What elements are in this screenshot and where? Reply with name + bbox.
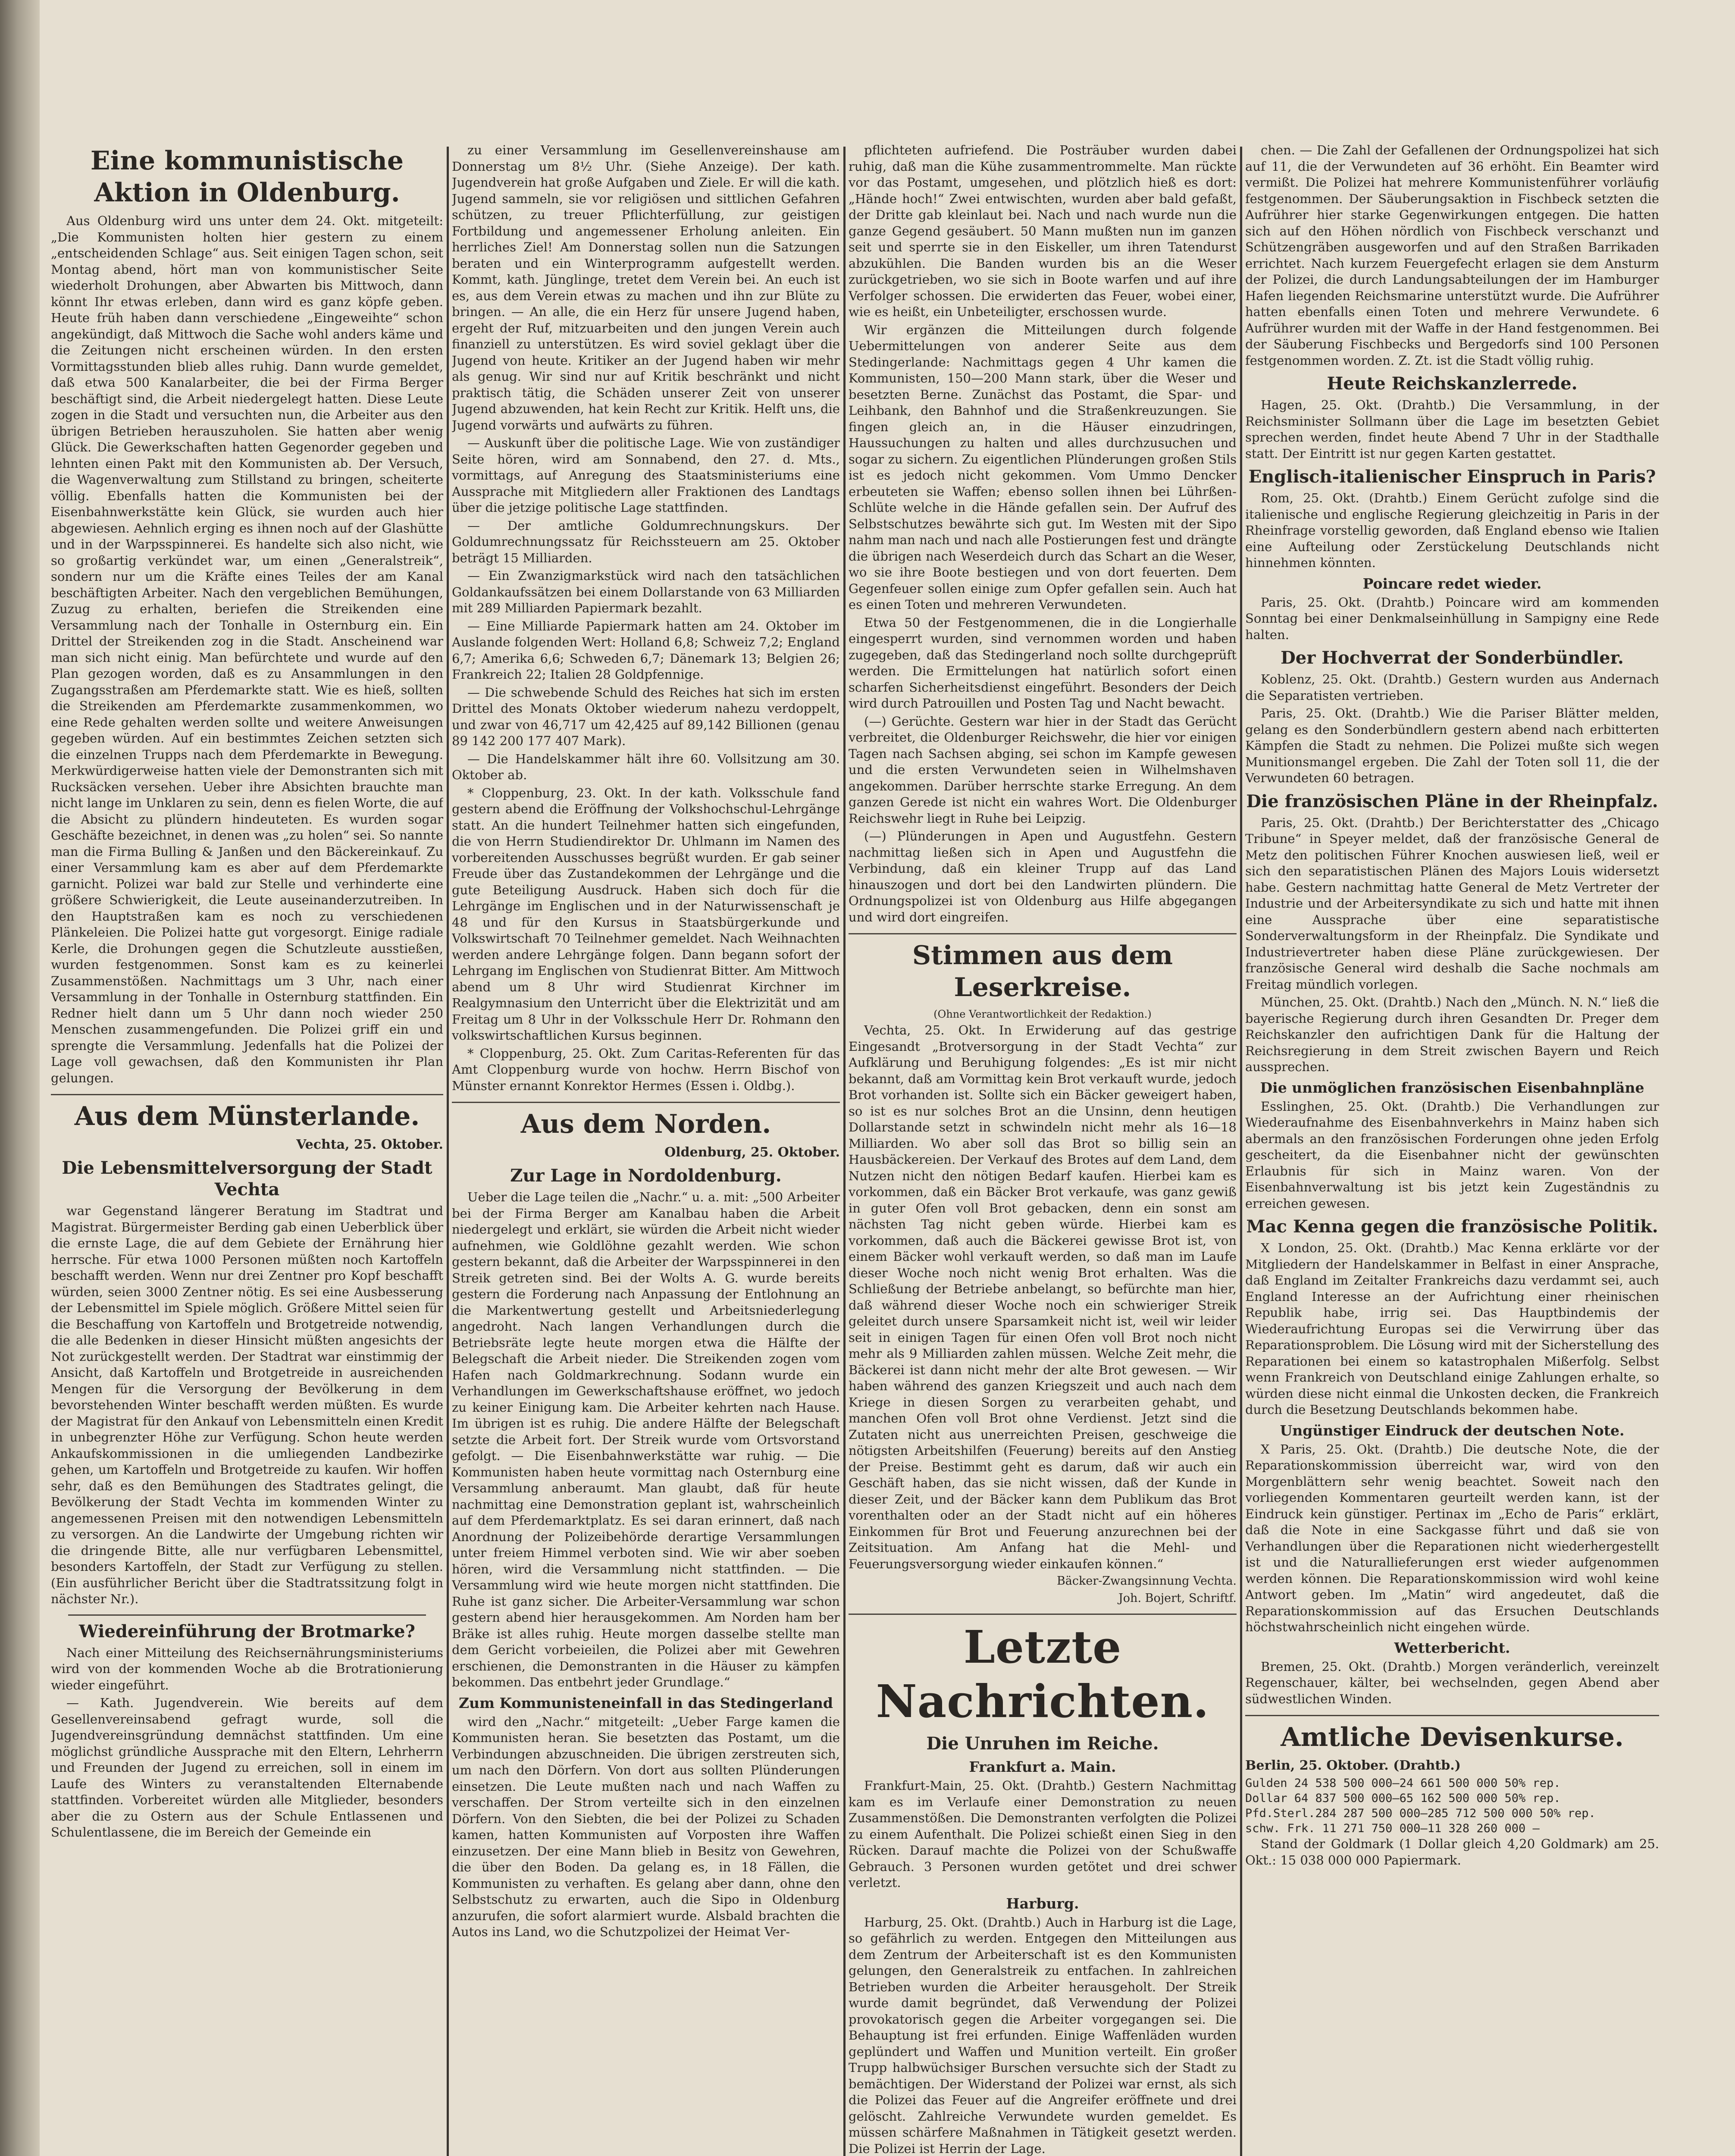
separator bbox=[1245, 1715, 1659, 1716]
headline-poincare: Poincare redet wieder. bbox=[1362, 575, 1542, 592]
article-london-text: X London, 25. Okt. (Drahtb.) Mac Kenna erklärte vor der Mitgliedern der Handelskammer in Belfast in einer Ansprache, daß England im Zeitalter Frankreichs dazu verdammt sei, auch England Interesse an der Aufrichtung einer rheinischen Republik habe, irrig sei. Das Hauptbindemis der Wiederaufrichtung Europas sei die Verwirrung über das Reparationsproblem. Die Lösung wird mit der Sicherstellung des Reparationen bei einem so katastrophalen Mißerfolg. Selbst wenn Frankreich von Deutschland einige Zahlungen erhalte, so würden diese nicht einmal die Unkosten decken, die Frankreich durch die Besetzung Deutschlands bekommen habe. bbox=[1245, 1241, 1659, 1417]
kurs-row: schw. Frk. 11 271 750 000—11 328 260 000 — bbox=[1245, 1822, 1540, 1835]
article-kommunisteneinfall-text: wird den „Nachr.“ mitgeteilt: „Ueber Farge kamen die Kommunisten heran. Sie besetzten das Postamt, um die Verbindungen abzuschneiden. Die übrigen zerstreuten sich, um nach den Dörfern. Von dort aus sollten Plünderungen einsetzen. Die Leute mußten nach und nach Waffen zu verschaffen. Der Strom verteilte sich in den einzelnen Dörfern. Von den Siebten, die bei der Polizei zu Schaden kamen, hatten Kommunisten auf Vorposten ihre Waffen einzusetzen. Der eine Mann blieb in Besitz von Gewehren, die über den Boden. Da gelang es, in 18 Fällen, die Kommunisten zu verhaften. Es gelang aber dann, ohne den Selbstschutz zu erwarten, auch die Sipo in Oldenburg anzurufen, die sofort alarmiert wurde. Alsbald brachten die Autos ins Land, wo die Schutzpolizei der Heimat Ver- bbox=[452, 1714, 840, 1939]
article-lage-nordoldenburg-text: Ueber die Lage teilen die „Nachr.“ u. a. mit: „500 Arbeiter bei der Firma Berger am Kanalbau haben die Arbeit niedergelegt und erklärt, sie würden die Arbeit nicht wieder aufnehmen, wie Goldlöhne gezahlt werden. Wie schon gestern bekannt, daß die Arbeiter der Warpsspinnerei in den Streik getreten sind. Bei der Wolts A. G. wurde bereits gestern die Forderung nach Anpassung der Entlohnung an die Markentwertung gestellt und Arbeitsniederlegung angedroht. Nach langen Verhandlungen durch die Betriebsräte legte heute morgen etwa die Hälfte der Belegschaft die Arbeit nieder. Die Streikenden zogen vom Hafen nach Goldmarkrechnung. Sodann wurde ein Verhandlungen im Gewerkschaftshause eröffnet, wo jedoch zu keiner Einigung kam. Die Arbeiter kehrten nach Hause. Im übrigen ist es ruhig. Die andere Hälfte der Belegschaft setzte die Arbeit fort. Der Streik wurde vom Ortsvorstand gefolgt. — Die Eisenbahnwerkstätte war ruhig. — Die Kommunisten haben heute vormittag nach Osternburg eine Versammlung anberaumt. Man glaubt, daß für heute nachmittag eine Demonstration geplant ist, wahrscheinlich auf dem Pferdemarktplatz. Es sei daran erinnert, daß nach Anordnung der Polizeibehörde derartige Versammlungen unter freiem Himmel verboten sind. Wie wir aber soeben hören, wird die Versammlung nicht stattfinden. — Die Versammlung wird wie heute morgen nicht stattfinden. Die Ruhe ist ganz sicher. Die Arbeiter-Versammlung war schon gestern abend hier herausgekommen. Am Norden ham ber Bräke ist alles ruhig. Heute morgen dasselbe stellte man dem Gericht vorbeieilen, die Polizei aber mit Gewehren erschienen, die Demonstranten in die Häuser zu kämpfen bekommen. Das entbehrt jeder Grundlage.“ bbox=[452, 1190, 840, 1689]
article-hamburg-continued: chen. — Die Zahl der Gefallenen der Ordnungspolizei hat sich auf 11, die der Verwundeten auf 36 erhöht. Ein Beamter wird vermißt. Die Polizei hat mehrere Kommunistenführer vorläufig festgenommen. Der Säuberungsaktion in Fischbeck setzten die Aufrührer hier starke Gegenwirkungen entgegen. Die hatten sich auf den Höhen nördlich von Fischbeck verschanzt und Schützengräben ausgeworfen und auf den Straßen Barrikaden errichtet. Nach kurzem Feuergefecht erlagen sie dem Ansturm der Polizei, die durch Landungsabteilungen der im Hamburger Hafen liegenden Reichsmarine unterstützt wurde. Die Aufrührer hatten ebenfalls einen Toten und mehrere Verwundete. 6 Aufrührer wurden mit der Waffe in der Hand festgenommen. Bei der Säuberung Fischbecks und Bergedorfs sind 100 Personen festgenommen worden. Z. Zt. ist die Stadt völlig ruhig. bbox=[1245, 143, 1659, 368]
letter-brotversorgung: Vechta, 25. Okt. In Erwiderung auf das gestrige Eingesandt „Brotversorgung in der Stadt Vechta“ zur Aufklärung und Beruhigung folgendes: „Es ist mir nicht bekannt, daß am Vormittag kein Brot verkauft wurde, jedoch Brot vorhanden ist. Sollte sich ein Bäcker geweigert haben, so ist es nur solches Brot an die Unsinn, denn heutigen Dollarstande setzt in schwindeln nicht mehr als 16—18 Milliarden. Wo aber soll das Brot so billig sein an Hausbäckereien. Der Verkauf des Brotes auf dem Land, dem Nutzen nicht den nötigen Bedarf kaufen. Hierbei kam es vorkommen, daß ein Bäcker Brot verkaufe, was ganz gewiß in guter Ofen voll Brot gebacken, denn ein sonst am nächsten Tag nicht geben würde. Hierbei kam es vorkommen, daß auch die Bäckerei gewisse Brot ist, von einem Bäcker wohl verkauft werden, so daß man im Laufe dieser Woche noch nicht wenig Brot erhalten. Was die Schließung der Betriebe anbelangt, so befürchte man hier, daß während dieser Woche noch ein schwieriger Streik geleitet durch unsere Sparsamkeit nicht ist, weil wir leider seit in einigen Tagen für einen Ofen voll Brot noch nicht mehr als 9 Milliarden zahlen müssen. Welche Zeit mehr, die Bäckerei ist dann nicht mehr der alte Brot gewesen. — Wir haben während des ganzen Kriegszeit und auch nach dem Kriege in diesen Sorgen zu verarbeiten gehabt, und manchen Ofen voll Brot ohne Verdienst. Jetzt sind die Zutaten nicht aus unerreichten Preisen, geschweige die nötigsten Arbeitshilfen (Feuerung) bereits auf den Anstieg der Preise. Bestimmt geht es darum, daß wir auch ein Geschäft haben, das sie nicht wissen, daß der Kunde in dieser Zeit, und der Bäcker kann dem Publikum das Brot vorenthalten oder an der Stadt nicht auf ein höheres Einkommen für Brot und Feuerung anzurechnen bei der Zeitsituation. Am Anfang hat die Mehl- und Feuerungsversorgung wieder einkaufen können.“ bbox=[849, 1023, 1237, 1571]
headline-lage-nordoldenburg: Zur Lage in Nordoldenburg. bbox=[510, 1166, 782, 1186]
notice-milliarde-papiermark: — Eine Milliarde Papiermark hatten am 24. Oktober im Auslande folgenden Wert: Holland 6,8; Schweiz 7,2; England 6,7; Amerika 6,6; Schweden 6,7; Dänemark 13; Belgien 26; Frankreich 22; Italien 28 Goldpfennige. bbox=[452, 618, 840, 682]
article-poincare-text: Paris, 25. Okt. (Drahtb.) Poincare wird am kommenden Sonntag bei einer Denkmalseinhüllung in Sampigny eine Rede halten. bbox=[1245, 595, 1659, 642]
headline-reichskanzlerrede: Heute Reichskanzlerrede. bbox=[1327, 373, 1578, 394]
separator bbox=[849, 933, 1237, 934]
notice-geruechte: (—) Gerüchte. Gestern war hier in der Stadt das Gerücht verbreitet, die Oldenburger Reichswehr, die hier vor einigen Tagen nach Sachsen abging, sei schon im Kampfe gewesen und die ersten Verwundeten seien in Wilhelmshaven angekommen. Darüber herrschte starke Erregung. An dem ganzen Gerede ist nicht ein wahres Wort. Die Oldenburger Reichswehr liegt in Ruhe bei Leipzig. bbox=[849, 714, 1237, 826]
signature-schriftfuehrer: Joh. Bojert, Schriftf. bbox=[1118, 1592, 1237, 1605]
disclaimer-redaktion: (Ohne Verantwortlichkeit der Redaktion.) bbox=[933, 1008, 1152, 1020]
article-koblenz-text: Koblenz, 25. Okt. (Drahtb.) Gestern wurden aus Andernach die Separatisten vertrieben. bbox=[1245, 672, 1659, 703]
goldmark-stand: Stand der Goldmark (1 Dollar gleich 4,20 Goldmark) am 25. Okt.: 15 038 000 000 Papiermark. bbox=[1245, 1836, 1659, 1868]
section-heading-letzte-nachrichten: Letzte Nachrichten. bbox=[876, 1620, 1209, 1728]
section-heading-muensterlande: Aus dem Münsterlande. bbox=[74, 1101, 420, 1131]
section-heading-norden: Aus dem Norden. bbox=[520, 1109, 771, 1139]
article-stedingerland-ergaenzung: Wir ergänzen die Mitteilungen durch folgende Uebermittelungen von anderer Seite aus dem Stedingerlande: Nachmittags gegen 4 Uhr kamen die Kommunisten, 150—200 Mann stark, über die Weser und besetzten Berne. Zunächst das Postamt, die Spar- und Leihbank, den Bahnhof und die Straßenkreuzungen. Sie fingen gleich an, in die Häuser einzudringen, Haussuchungen zu halten und alles durchzusuchen und sogar zu sichern. Zu eigentlichen Plünderungen großen Stils ist es jedoch nicht gekommen. Vom Ummo Dencker erbeuteten sie Waffen; ebenso sollen ihnen bei Lührßen-Schlüte welche in die Hände gefallen sein. Der Aufruf des Selbstschutzes bewährte sich gut. Im Westen mit der Sipo nahm man nach und nach alle Postierungen fest und drängte die übrigen nach Weserdeich durch das Schart an die Weser, wo sie ihre Boote bestiegen und von dort feuerten. Dem Gegenfeuer sollen einige zum Opfer gefallen sein. Auch hat es einen Toten und mehreren Verwundeten. bbox=[849, 322, 1237, 612]
column-rule-3 bbox=[1240, 147, 1242, 2156]
kurs-row: Dollar 64 837 500 000—65 162 500 000 50% rep. bbox=[1245, 1792, 1561, 1805]
dateline-oldenburg: Oldenburg, 25. Oktober. bbox=[664, 1145, 840, 1160]
column-1 bbox=[51, 142, 443, 2156]
subheading-harburg: Harburg. bbox=[1006, 1895, 1079, 1912]
article-paris-andernach-text: Paris, 25. Okt. (Drahtb.) Wie die Pariser Blätter melden, gelang es den Sonderbündlern gestern abend nach erbitterten Kämpfen die Stadt zu nehmen. Die Polizei mußte sich wegen Munitionsmangel ergeben. Die Zahl der Toten soll 11, die der Verwundeten 60 betragen. bbox=[1245, 706, 1659, 785]
headline-ungunstiger-eindruck: Ungünstiger Eindruck der deutschen Note. bbox=[1280, 1422, 1625, 1439]
headline-devisenkurse: Amtliche Devisenkurse. bbox=[1281, 1722, 1624, 1752]
separator bbox=[849, 1614, 1237, 1615]
article-lebensmittel-text: war Gegenstand längerer Beratung im Stadtrat und Magistrat. Bürgermeister Berding gab einen Ueberblick über die ernste Lage, die auf dem Gebiete der Ernährung hier herrsche. Für etwa 1000 Personen müßten noch Kartoffeln beschafft werden. Wenn nur drei Zentner pro Kopf beschafft würden, seien 3000 Zentner nötig. Es sei eine Ausbesserung der Lebensmittel im Spiele möglich. Größere Mittel seien für die Beschaffung von Kartoffeln und Brotgetreide notwendig, die alle Bedenken in dieser Hinsicht müßten angesichts der Not zurückgestellt werden. Der Stadtrat war einstimmig der Ansicht, daß Kartoffeln und Brotgetreide in ausreichenden Mengen für die Versorgung der Bevölkerung in dem bevorstehenden Winter beschafft werden müßten. Es wurde der Magistrat für den Ankauf von Lebensmitteln einen Kredit in unbegrenzter Höhe zur Verfügung. Schon heute werden Ankaufskommissionen in die umliegenden Landbezirke gehen, um Kartoffeln und Brotgetreide zu kaufen. Wir hoffen sehr, daß es den Bemühungen des Stadtrates gelingt, die Bevölkerung der Stadt Vechta im kommenden Winter zu angemessenen Preisen mit den notwendigen Lebensmitteln zu versorgen. An die Landwirte der Umgebung richten wir die dringende Bitte, alle nur verfügbaren Lebensmittel, besonders Kartoffeln, der Stadt zur Verfügung zu stellen. (Ein ausführlicher Bericht über die Stadtratssitzung folgt in nächster Nr.). bbox=[51, 1203, 443, 1606]
article-oldenburg-text: Aus Oldenburg wird uns unter dem 24. Okt. mitgeteilt: „Die Kommunisten holten hier gestern zu einem „entscheidenden Schlage“ aus. Seit einigen Tagen schon, seit Montag abend, hört man von kommunistischer Seite wiederholt Drohungen, aber Abwarten bis Mittwoch, dann könnt Ihr etwas erleben, dann wird es ganz köpfe geben. Heute früh haben dann verschiedene „Eingeweihte“ schon angekündigt, daß Mittwoch die Sache wohl anders käme und die Zeitungen nicht erscheinen würden. In den ersten Vormittagsstunden blieb alles ruhig. Dann wurde gemeldet, daß etwa 500 Kanalarbeiter, die bei der Firma Berger beschäftigt sind, die Arbeit niedergelegt hatten. Diese Leute zogen in die Stadt und versuchten nun, die Arbeiter aus den übrigen Betrieben herauszuholen. Sie hatten aber wenig Glück. Die Gewerkschaften hatten Gegenorder gegeben und lehnten einen Pakt mit den Kommunisten ab. Der Versuch, die Wagenverwaltung zum Stillstand zu bringen, scheiterte völlig. Ebenfalls hatten die Kommunisten bei der Eisenbahnwerkstätte kein Glück, sie wurden auch hier abgewiesen. Aehnlich erging es ihnen noch auf der Glashütte und in der Warpsspinnerei. Es handelte sich also nicht, wie so großartig verkündet war, um einen „Generalstreik“, sondern nur um die Kräfte eines Teiles der am Kanal beschäftigten Arbeiter. Nach den vergeblichen Bemühungen, Zuzug zu erhalten, beriefen die Streikenden eine Versammlung nach der Tonhalle in Osternburg ein. Ein Drittel der Streikenden zog in die Stadt. Anscheinend war man sich nicht einig. Man befürchtete und wurde auf den Plan gezogen worden, daß es zu Ansammlungen in den Zugangsstraßen am Pferdemarkte statt. Wie es hieß, sollten die Streikenden am Pferdemarkte zusammenkommen, wo eine Rede gehalten werden sollte und weitere Anweisungen gegeben würden. Auf ein bestimmtes Zeichen setzten sich die einzelnen Trupps nach dem Pferdemarkte in Bewegung. Merkwürdigerweise hatten viele der Demonstranten sich mit Rucksäcken versehen. Ueber ihre Absichten brauchte man nicht lange im Unklaren zu sein, denn es fielen Worte, die auf die Absicht zu plündern hindeuteten. Es wurden sogar Geschäfte bezeichnet, in denen was „zu holen“ sei. So nannte man die Firma Bulling & Janßen und den Bäckereinkauf. Zu einer Versammlung kam es aber auf dem Pferdemarkte garnicht. Polizei war bald zur Stelle und verhinderte eine größere Schwierigkeit, die Leute auseinanderzutreiben. In den Hauptstraßen kam es noch zu verschiedenen Plänkeleien. Die Polizei hatte gut vorgesorgt. Einige radiale Kerle, die Drohungen gegen die Schutzleute ausstießen, wurden festgenommen. Sonst kam es zu keinerlei Zusammenstößen. Nachmittags um 3 Uhr, nach einer Versammlung in der Tonhalle in Osternburg stattfinden. Ein Redner hielt dann um 5 Uhr dann noch wieder 250 Menschen zusammengefunden. Die Polizei griff ein und sprengte die Versammlung. Jedenfalls hat die Polizei der Lage voll gewachsen, daß den Kommunisten ihr Plan gelungen. bbox=[51, 213, 443, 1085]
headline-eisenbahnplaene: Die unmöglichen französischen Eisenbahnpläne bbox=[1260, 1079, 1644, 1096]
notice-pluenderungen-apen: (—) Plünderungen in Apen und Augustfehn. Gestern nachmittag ließen sich in Apen und Augustfehn die Verbindung, daß ein kleiner Trupp auf das Land hinauszogen und dort bei den Landwirten plündern. Die Ordnungspolizei ist von Oldenburg aus Hilfe abgegangen und wird dort eingreifen. bbox=[849, 829, 1237, 924]
article-cloppenburg-volkshochschule: * Cloppenburg, 23. Okt. In der kath. Volksschule fand gestern abend die Eröffnung der Volkshochschul-Lehrgänge statt. An die hundert Teilnehmer hatten sich eingefunden, die von Herrn Studiendirektor Dr. Uhlmann im Namen des vorbereitenden Ausschusses begrüßt wurden. Er gab seiner Freude über das Zustandekommen der Lehrgänge und die gute Beteiligung Ausdruck. Haben sich doch für die Lehrgänge im Englischen und in der Naturwissenschaft je 48 und für den Kursus in Staatsbürgerkunde und Volkswirtschaft 70 Teilnehmer gemeldet. Nach Weihnachten werden andere Lehrgänge folgen. Dann begann sofort der Lehrgang im Englischen von Studienrat Bitter. Am Mittwoch abend um 8 Uhr wird Studienrat Kirchner im Realgymnasium den Unterricht über die Elektrizität und am Freitag um 8 Uhr in der Volksschule Herr Dr. Rohmann den volkswirtschaftlichen Kursus beginnen. bbox=[452, 785, 840, 1043]
notice-politische-lage: — Auskunft über die politische Lage. Wie von zuständiger Seite hören, wird am Sonnabend, den 27. d. Mts., vormittags, auf Anregung des Staatsministeriums eine Aussprache mit Mitgliedern aller Fraktionen des Landtags über die jetzige politische Lage stattfinden. bbox=[452, 436, 840, 515]
column-rule-1 bbox=[447, 147, 449, 2156]
article-eisenbahn-text: Esslinghen, 25. Okt. (Drahtb.) Die Verhandlungen zur Wiederaufnahme des Eisenbahnverkehrs in Mainz haben sich abermals an den französischen Forderungen ohne jeden Erfolg gescheitert, da die Eisenbahner nicht der gewünschten Erlaubnis für sich in Mainz waren. Von der Eisenbahnverwaltung ist bis jetzt kein Zugeständnis zu erreichen gewesen. bbox=[1245, 1099, 1659, 1211]
page-binding-edge bbox=[0, 0, 40, 2156]
separator bbox=[51, 1094, 443, 1095]
article-paris-note-text: X Paris, 25. Okt. (Drahtb.) Die deutsche Note, die der Reparationskommission überreicht war, wird von den Morgenblättern sehr wenig beachtet. Soweit nach den vorliegenden Kommentaren geurteilt werden kann, ist der Eindruck kein günstiger. Pertinax im „Echo de Paris“ erklärt, daß die Note in eine Sackgasse führt und daß sie von Verhandlungen über die Reparationen nicht wiederhergestellt ist und die Naturallieferungen erst wieder aufgenommen werden können. Die Reparationskommission wird wohl keine Antwort geben. Im „Matin“ wird angedeutet, daß die Reparationskommission auf das Ersuchen Deutschlands höchstwahrscheinlich nicht eingehen würde. bbox=[1245, 1442, 1659, 1634]
subheading-frankfurt: Frankfurt a. Main. bbox=[969, 1758, 1116, 1775]
column-rule-2 bbox=[843, 147, 846, 2156]
column-3 bbox=[849, 142, 1237, 2156]
article-jugendverein-continued: zu einer Versammlung im Gesellenvereinshause am Donnerstag um 8½ Uhr. (Siehe Anzeige). Der kath. Jugendverein hat große Aufgaben und Ziele. Er will die kath. Jugend sammeln, sie vor religiösen und sittlichen Gefahren schützen, zu treuer Pflichterfüllung, zur geistigen Fortbildung und angemessener Erholung anleiten. Ein herrliches Ziel! Am Donnerstag sollen nun die Satzungen beraten und ein Winterprogramm aufgestellt werden. Kommt, kath. Jünglinge, tretet dem Verein bei. An euch ist es, aus dem Verein etwas zu machen und ihn zur Blüte zu bringen. — An alle, die ein Herz für unsere Jugend haben, ergeht der Ruf, mitzuarbeiten und den jungen Verein auch finanziell zu unterstützen. Es wird soviel geklagt über die Jugend von heute. Kritiker an der Jugend haben wir mehr als genug. Wir sind nur auf Kritik beschränkt und nicht praktisch tätig, die Schäden unserer Zeit von unserer Jugend abzuwenden, hat kein Recht zur Kritik. Helft uns, die Jugend vorwärts und aufwärts zu führen. bbox=[452, 143, 840, 432]
dateline-berlin: Berlin, 25. Oktober. (Drahtb.) bbox=[1245, 1758, 1461, 1773]
article-frankfurt-text: Frankfurt-Main, 25. Okt. (Drahtb.) Gestern Nachmittag kam es im Verlaufe einer Demonstration zu neuen Zusammenstößen. Die Demonstranten verfolgten die Polizei zu einem Aufenthalt. Die Polizei schießt einen Sieg in den Rücken. Darauf machte die Polizei von der Schußwaffe Gebrauch. 3 Personen wurden getötet und drei schwer verletzt. bbox=[849, 1778, 1237, 1890]
dateline-vechta: Vechta, 25. Oktober. bbox=[296, 1137, 443, 1152]
headline-kommunistische-aktion: Eine kommunistische Aktion in Oldenburg. bbox=[90, 146, 404, 208]
headline-franzoesische-plaene: Die französischen Pläne in der Rheinpfalz. bbox=[1246, 791, 1658, 812]
kurs-row: Pfd.Sterl.284 287 500 000—285 712 500 000 50% rep. bbox=[1245, 1807, 1596, 1820]
article-harburg-text: Harburg, 25. Okt. (Drahtb.) Auch in Harburg ist die Lage, so gefährlich zu werden. Entgegen den Mitteilungen aus dem Zentrum der Arbeiterschaft ist es den Kommunisten gelungen, den Generalstreik zu entfachen. In zahlreichen Betrieben wurden die Arbeiter herausgeholt. Der Streik wurde damit begründet, daß Verwendung der Polizei provokatorisch gegen die Arbeiter vorgegangen sei. Die Behauptung ist frei erfunden. Einige Waffenläden wurden geplündert und Waffen und Munition verteilt. Ein großer Trupp halbwüchsiger Burschen versuchte sich der Stadt zu bemächtigen. Der Widerstand der Polizei war ernst, als sich die Polizei das Feuer auf die Angreifer eröffnete und drei gelöscht. Zahlreiche Verwundete wurden gemeldet. Es müssen schärfere Maßnahmen in Tätigkeit gesetzt werden. Die Polizei ist Herrin der Lage. bbox=[849, 1915, 1237, 2156]
notice-handelskammer: — Die Handelskammer hält ihre 60. Vollsitzung am 30. Oktober ab. bbox=[452, 751, 840, 782]
headline-englisch-italienisch: Englisch-italienischer Einspruch in Paris? bbox=[1248, 467, 1656, 487]
notice-goldumrechnungskurs: — Der amtliche Goldumrechnungskurs. Der Goldumrechnungssatz für Reichssteuern am 25. Oktober beträgt 15 Milliarden. bbox=[452, 518, 840, 565]
article-jugendverein-text: — Kath. Jugendverein. Wie bereits auf dem Gesellenvereinsabend gefragt wurde, soll die Jugendvereinsgründung demnächst stattfinden. Um eine möglichst gründliche Aussprache mit den Eltern, Lehrherrn und Freunden der Jugend zu erreichen, soll in einem im Laufe des Winters zu veranstaltenden Elternabende stattfinden. Vorbereitet würden alle Mitglieder, besonders aber die zu Ostern aus der Schule Entlassenen und Schulentlassene, die im Bereich der Gemeinde ein bbox=[51, 1695, 443, 1839]
headline-mac-kenna: Mac Kenna gegen die französische Politik. bbox=[1246, 1216, 1658, 1237]
article-stedingerland-continued: pflichteten aufriefend. Die Posträuber wurden dabei ruhig, daß man die Kühe zusammentrommelte. Man rückte vor das Postamt, umgesehen, und plötzlich hieß es dort: „Hände hoch!“ Zwei entwischten, wurden aber bald gefaßt, der Dritte gab kleinlaut bei. Nach und nach wurde nun die ganze Gegend gesäubert. 50 Mann mußten nun im ganzen seit und sperrte sie in den Eiskeller, um ihren Tatendurst abzukühlen. Die Banden wurden bis an die Weser zurückgetrieben, wo sie sich in Boote warfen und auf ihre Verfolger schossen. Die erwiderten das Feuer, wobei einer, wie es heißt, ein Unbeteiligter, erschossen wurde. bbox=[849, 143, 1237, 319]
headline-lebensmittelversorgung: Die Lebensmittelversorgung der Stadt Vechta bbox=[62, 1158, 432, 1200]
article-hagen-text: Hagen, 25. Okt. (Drahtb.) Die Versammlung, in der Reichsminister Sollmann über die Lage im besetzten Gebiet sprechen werden, findet heute Abend 7 Uhr in der Stadthalle statt. Der Eintritt ist nur gegen Karten gestattet. bbox=[1245, 398, 1659, 461]
headline-wetterbericht: Wetterbericht. bbox=[1394, 1639, 1510, 1656]
signature-baecker-innung: Bäcker-Zwangsinnung Vechta. bbox=[1056, 1574, 1237, 1588]
article-muenchen-text: München, 25. Okt. (Drahtb.) Nach den „Münch. N. N.“ ließ die bayerische Regierung durch ihren Gesandten Dr. Preger dem Reichskanzler den aufrichtigen Dank für die Haltung der Reichsregierung in dem Streit zwischen Bayern und Reich aussprechen. bbox=[1245, 995, 1659, 1074]
article-wetter-text: Bremen, 25. Okt. (Drahtb.) Morgen veränderlich, vereinzelt Regenschauer, kälter, bei wechselnden, gegen Abend aber südwestlichen Winden. bbox=[1245, 1659, 1659, 1706]
kurs-row: Gulden 24 538 500 000—24 661 500 000 50% rep. bbox=[1245, 1777, 1561, 1790]
column-2 bbox=[452, 142, 840, 2156]
headline-hochverrat: Der Hochverrat der Sonderbündler. bbox=[1281, 648, 1624, 668]
notice-schwebende-schuld: — Die schwebende Schuld des Reiches hat sich im ersten Drittel des Monats Oktober wiederum nahezu verdoppelt, und zwar von 46,717 um 42,425 auf 89,142 Billionen (genau 89 142 200 177 407 Mark). bbox=[452, 685, 840, 748]
article-brotmarke-text: Nach einer Mitteilung des Reichsernährungsministeriums wird von der kommenden Woche ab die Brotrationierung wieder eingeführt. bbox=[51, 1645, 443, 1692]
article-speyer-text: Paris, 25. Okt. (Drahtb.) Der Berichterstatter des „Chicago Tribune“ in Speyer meldet, daß der französische General de Metz den politischen Führer Knochen auswiesen ließ, weil er sich den separatistischen Plänen des Majors Louis widersetzt habe. Gestern nachmittag hatte General de Metz Vertreter der Industrie und der Arbeitersyndikate zu sich und hatte mit ihnen eine Aussprache über eine separatistische Sonderverwaltungsform in der Rheinpfalz. Die Syndikate und Industrievertreter haben diese Pläne zurückgewiesen. Der französische General wird deshalb die Sache nochmals am Freitag mündlich vorlegen. bbox=[1245, 815, 1659, 992]
separator bbox=[452, 1102, 840, 1103]
article-cloppenburg-caritas: * Cloppenburg, 25. Okt. Zum Caritas-Referenten für das Amt Cloppenburg wurde von hochw. Herrn Bischof von Münster ernannt Konrektor Hermes (Essen i. Oldbg.). bbox=[452, 1046, 840, 1093]
column-4 bbox=[1245, 142, 1659, 2156]
notice-zwanzigmarkstueck: — Ein Zwanzigmarkstück wird nach den tatsächlichen Goldankaufssätzen bei einem Dollarstande von 63 Milliarden mit 289 Milliarden Papiermark bezahlt. bbox=[452, 568, 840, 615]
headline-kommunisteneinfall: Zum Kommunisteneinfall in das Stedingerland bbox=[459, 1694, 833, 1711]
headline-brotmarke: Wiedereinführung der Brotmarke? bbox=[79, 1621, 415, 1642]
separator bbox=[68, 1614, 426, 1616]
section-heading-leserkreise: Stimmen aus dem Leserkreise. bbox=[912, 940, 1173, 1003]
article-festgenommene: Etwa 50 der Festgenommenen, die in die Longierhalle eingesperrt wurden, sind vernommen worden und haben zugegeben, daß das Stedingerland noch sollte durchgeprüft werden. Die Ermittelungen hat natürlich sofort einen scharfen Sicherheitsdienst eingeführt. Besonders der Deich wird durch Patrouillen und Posten Tag und Nacht bewacht. bbox=[849, 615, 1237, 711]
headline-unruhen-reiche: Die Unruhen im Reiche. bbox=[926, 1733, 1159, 1754]
article-rom-text: Rom, 25. Okt. (Drahtb.) Einem Gerücht zufolge sind die italienische und englische Regierung gleichzeitig in Paris in der Rheinfrage vorstellig geworden, daß England ebenso wie Italien eine Aufteilung oder Zerstückelung Deutschlands nicht hinnehmen könnten. bbox=[1245, 491, 1659, 570]
